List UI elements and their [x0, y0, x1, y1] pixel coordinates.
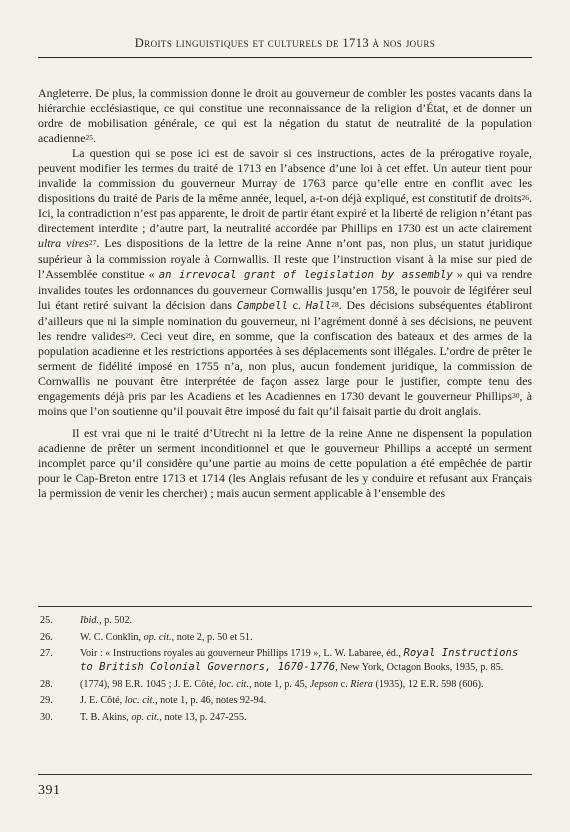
footnote-29: 29. J. E. Côté, loc. cit., note 1, p. 46, notes 92-94.: [40, 695, 267, 707]
paragraph-3: Il est vrai que ni le traité d’Utrecht ni la lettre de la reine Anne ne dispensent la population acadienne de prêter un serment inconditionnel et que le gouverneur Phillips a accepté un serment incomplet parce qu’il considère qu’une partie au moins de cette population a été empêchée de partir pour le Cap-Breton entre 1713 et 1714 (les Anglais refusant de les y conduire et refusant aux Français la permission de venir les chercher) ; mais aucun serment applicable à l’ensemble des: [38, 426, 532, 501]
footnote-ref-25: 25: [85, 133, 94, 143]
paragraph-1: Angleterre. De plus, la commission donne le droit au gouverneur de combler les postes vacants dans la hiérarchie ecclésiastique, ce qui constitue une reconnaissance de la religion d’État, et de donner un ordre de mobilisation générale, ce qui est la négation du statut de neutralité de la population acadienne$^{25}$.: [38, 86, 532, 146]
footnote-30: 30. T. B. Akins, op. cit., note 13, p. 247-255.: [40, 711, 247, 723]
footnote-ref-28: 28: [331, 299, 339, 309]
footnote-27: 27. Voir : « Instructions royales au gouverneur Phillips 1719 », L. W. Labaree, éd., Royal Instructions to British Colonial Governors, 1670-1776, New York, Octagon Books, 1935, p. 85.: [40, 647, 519, 673]
footnote-28: 28. (1774), 98 E.R. 1045 ; J. E. Côté, loc. cit., note 1, p. 45, Jepson c. Riera (1935), 12 E.R. 598 (606).: [40, 678, 484, 690]
footnotes: [40, 614, 532, 728]
footnote-ref-30: 30: [511, 390, 520, 400]
running-header: Droits linguistiques et culturels de 1713 à nos jours: [134, 36, 436, 50]
footnotes-divider: [38, 606, 532, 607]
footnote-ref-29: 29: [125, 330, 133, 340]
page-number: 391: [38, 783, 61, 798]
footnote-25: 25. Ibid., p. 502.: [40, 615, 133, 626]
footer-divider: [38, 774, 532, 775]
paragraph-2: La question qui se pose ici est de savoir si ces instructions, actes de la prérogative royale, peuvent modifier les termes du traité de 1713 en l’absence d’une loi à cet effet. Un auteur tient pour invalide la commission du gouverneur Murray de 1763 parce qu’elle entre en conflit avec les dispositions du traité de Paris de la même année, lequel, a-t-on déjà expliqué, est constitutif de droits$^{26}$. Ici, la contradiction n’est pas apparente, le droit de partir étant expiré et la liberté de religion n’étant pas directement interdite ; d’autre part, la neutralité accordée par Phillips en 1730 est un acte clairement ultra vires$^{27}$. Les dispositions de la lettre de la reine Anne n’ont pas, non plus, un statut juridique supérieur à la commission royale à Cornwallis. Il reste que l’instruction visant à la mise sur pied de l’Assemblée constitue « an irrevocal grant of legislation by assembly » qui va rendre invalides toutes les ordonnances du gouverneur Cornwallis jusqu’en 1758, le pouvoir de légiférer seul lui étant retiré suivant la décision dans Campbell c. Hall$^{28}$. Des décisions subséquentes établiront d’ailleurs que ni la simple nomination du gouverneur, ni l’agrément donné à ses décisions, ne peuvent les rendre valides$^{29}$. Ceci veut dire, en somme, que la confiscation des bateaux et des armes de la population acadienne et les restrictions apportées à ses déplacements sont illégales. L’ordre de prêter le serment de fidélité imposé en 1755 n’a, non plus, aucun fondement juridique, la commission de Cornwallis ne pouvant être interprétée de façon assez large pour le justifier, compte tenu des engagements déjà pris par les Acadiens et les Acadiennes en 1730 devant le gouverneur Phillips$^{30}$, à moins que l’on soutienne qu’il pouvait être imposé du fait qu’il faisait partie du droit anglais.: [38, 146, 533, 418]
footnote-ref-26: 26: [521, 193, 530, 203]
footnote-26: 26. W. C. Conklin, op. cit., note 2, p. 50 et 51.: [40, 631, 253, 643]
header-divider: [38, 57, 532, 58]
main-text: [38, 86, 532, 501]
footnote-ref-27: 27: [88, 238, 97, 248]
